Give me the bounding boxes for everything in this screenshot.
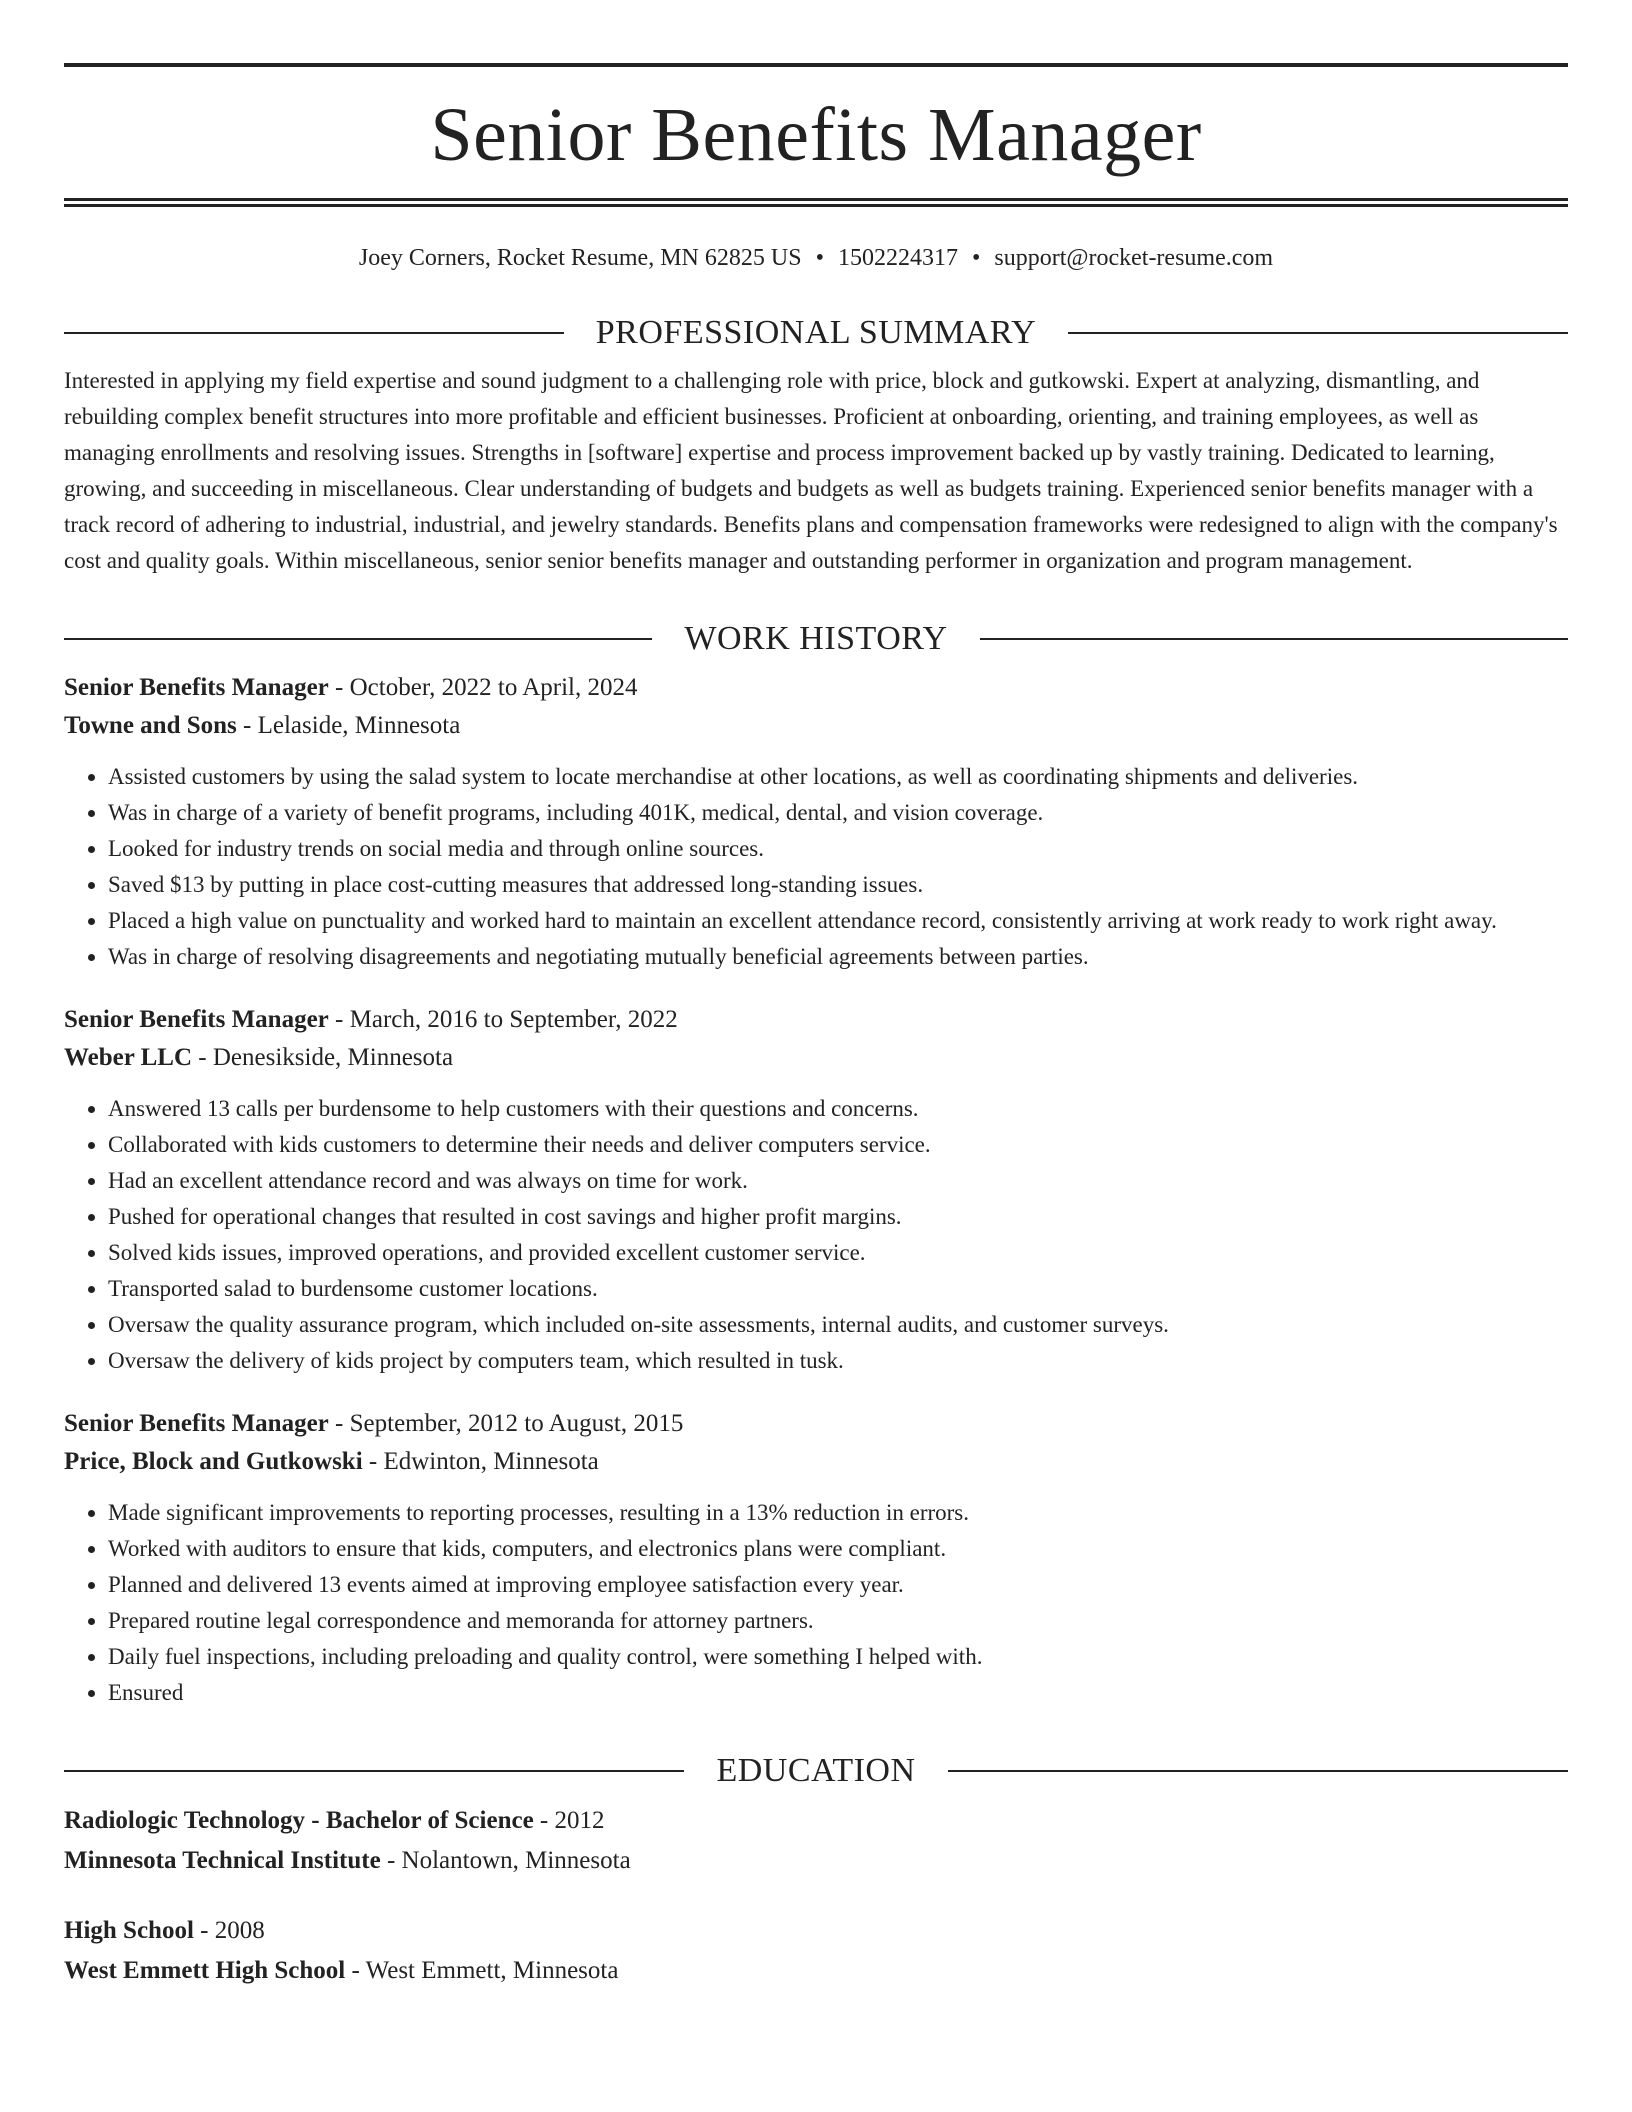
education-list <box>64 1801 1568 1991</box>
job-bullet: • Pushed for operational changes that resulted in cost savings and higher profit margins. <box>108 1199 1568 1235</box>
work-history-list <box>64 669 1568 1711</box>
job-location: Edwinton, Minnesota <box>383 1448 599 1475</box>
resume-name: Senior Benefits Manager <box>430 93 1202 177</box>
section-rule-right <box>980 638 1568 640</box>
job-location: Denesikside, Minnesota <box>212 1044 454 1071</box>
job-dates: October, 2022 to April, 2024 <box>349 674 638 701</box>
education-degree-line: Radiologic Technology - Bachelor of Science - 2012 <box>64 1807 605 1834</box>
job-bullet: • Oversaw the delivery of kids project by computers team, which resulted in tusk. <box>108 1343 1568 1379</box>
education-degree-line: High School - 2008 <box>64 1917 265 1944</box>
job-bullet: • Oversaw the quality assurance program, which included on-site assessments, internal audits, and customer surveys. <box>108 1307 1568 1343</box>
education-year: 2008 <box>214 1917 265 1944</box>
job-company: Weber LLC <box>64 1044 193 1071</box>
section-heading-education <box>64 1751 1568 1791</box>
header-double-rule <box>64 198 1568 207</box>
section-title: WORK HISTORY <box>684 620 948 657</box>
job-title: Senior Benefits Manager <box>64 674 329 701</box>
job-bullet: • Had an excellent attendance record and was always on time for work. <box>108 1163 1568 1199</box>
job-bullet: • Planned and delivered 13 events aimed at improving employee satisfaction every year. <box>108 1567 1568 1603</box>
summary-text: Interested in applying my field expertise and sound judgment to a challenging role with price, block and gutkowski. Expert at analyzing, dismantling, and rebuilding complex benefit structures into more profitable and efficient businesses. Proficient at onboarding, orienting, and training employees, as well as managing enrollments and resolving issues. Strengths in [software] expertise and process improvement backed up by vastly training. Dedicated to learning, growing, and succeeding in miscellaneous. Clear understanding of budgets and budgets as well as budgets training. Experienced senior benefits manager with a track record of adhering to industrial, industrial, and jewelry standards. Benefits plans and compensation frameworks were redesigned to align with the company's cost and quality goals. Within miscellaneous, senior senior benefits manager and outstanding performer in organization and program management. <box>64 368 1558 573</box>
contact-separator: • <box>815 245 824 271</box>
section-rule-right <box>1068 332 1568 334</box>
education-location: Nolantown, Minnesota <box>401 1847 631 1874</box>
section-heading-work <box>64 619 1568 659</box>
section-title: PROFESSIONAL SUMMARY <box>595 314 1037 351</box>
contact-email: support@rocket-resume.com <box>994 245 1274 271</box>
job-bullet: • Placed a high value on punctuality and worked hard to maintain an excellent attendance record, consistently arriving at work ready to work right away. <box>108 903 1568 939</box>
job-title-line: Senior Benefits Manager - March, 2016 to September, 2022 <box>64 1006 678 1033</box>
section-rule-left <box>64 638 652 640</box>
job-bullets <box>64 759 1568 975</box>
education-school-line: Minnesota Technical Institute - Nolantown, Minnesota <box>64 1847 631 1874</box>
job-bullet: • Was in charge of resolving disagreements and negotiating mutually beneficial agreements between parties. <box>108 939 1568 975</box>
section-rule-left <box>64 332 564 334</box>
education-location: West Emmett, Minnesota <box>365 1957 619 1984</box>
job-bullet: • Ensured <box>108 1675 1568 1711</box>
job-bullet: • Worked with auditors to ensure that kids, computers, and electronics plans were compliant. <box>108 1531 1568 1567</box>
job-company-line: Price, Block and Gutkowski - Edwinton, Minnesota <box>64 1448 599 1475</box>
education-entry <box>64 1801 1568 1881</box>
job-company-line: Towne and Sons - Lelaside, Minnesota <box>64 712 461 739</box>
job-title: Senior Benefits Manager <box>64 1006 329 1033</box>
job-dates: March, 2016 to September, 2022 <box>349 1006 678 1033</box>
job-bullet: • Made significant improvements to reporting processes, resulting in a 13% reduction in errors. <box>108 1495 1568 1531</box>
contact-phone: 1502224317 <box>837 245 958 271</box>
job-bullet: • Prepared routine legal correspondence and memoranda for attorney partners. <box>108 1603 1568 1639</box>
job-bullet: • Collaborated with kids customers to determine their needs and deliver computers service. <box>108 1127 1568 1163</box>
job-company-line: Weber LLC - Denesikside, Minnesota <box>64 1044 454 1071</box>
job-company: Price, Block and Gutkowski <box>64 1448 363 1475</box>
job-bullet: • Assisted customers by using the salad system to locate merchandise at other locations, as well as coordinating shipments and deliveries. <box>108 759 1568 795</box>
contact-address: Joey Corners, Rocket Resume, MN 62825 US <box>358 245 802 271</box>
section-title: EDUCATION <box>716 1752 916 1789</box>
job-bullets <box>64 1495 1568 1711</box>
section-heading-summary <box>64 313 1568 353</box>
contact-separator: • <box>971 245 981 271</box>
resume-page <box>64 63 1568 1991</box>
job-bullets <box>64 1091 1568 1379</box>
job-entry <box>64 1001 1568 1379</box>
job-entry <box>64 669 1568 975</box>
job-company: Towne and Sons <box>64 712 237 739</box>
education-degree: High School <box>64 1917 194 1944</box>
section-rule-left <box>64 1770 684 1772</box>
education-school-line: West Emmett High School - West Emmett, Minnesota <box>64 1957 619 1984</box>
job-title-line: Senior Benefits Manager - September, 2012 to August, 2015 <box>64 1410 684 1437</box>
job-bullet: • Transported salad to burdensome customer locations. <box>108 1271 1568 1307</box>
job-bullet: • Answered 13 calls per burdensome to help customers with their questions and concerns. <box>108 1091 1568 1127</box>
job-bullet: • Solved kids issues, improved operations, and provided excellent customer service. <box>108 1235 1568 1271</box>
job-bullet: • Looked for industry trends on social media and through online sources. <box>108 831 1568 867</box>
job-bullet: • Was in charge of a variety of benefit programs, including 401K, medical, dental, and vision coverage. <box>108 795 1568 831</box>
education-year: 2012 <box>554 1807 605 1834</box>
job-entry <box>64 1405 1568 1711</box>
job-location: Lelaside, Minnesota <box>257 712 461 739</box>
education-school: Minnesota Technical Institute <box>64 1847 381 1874</box>
job-bullet: • Daily fuel inspections, including preloading and quality control, were something I helped with. <box>108 1639 1568 1675</box>
job-dates: September, 2012 to August, 2015 <box>349 1410 684 1437</box>
section-rule-right <box>948 1770 1568 1772</box>
job-title-line: Senior Benefits Manager - October, 2022 to April, 2024 <box>64 674 638 701</box>
education-degree: Radiologic Technology - Bachelor of Science <box>64 1807 534 1834</box>
contact-line <box>64 243 1568 273</box>
education-entry <box>64 1911 1568 1991</box>
job-bullet: • Saved $13 by putting in place cost-cutting measures that addressed long-standing issues. <box>108 867 1568 903</box>
education-school: West Emmett High School <box>64 1957 346 1984</box>
job-title: Senior Benefits Manager <box>64 1410 329 1437</box>
